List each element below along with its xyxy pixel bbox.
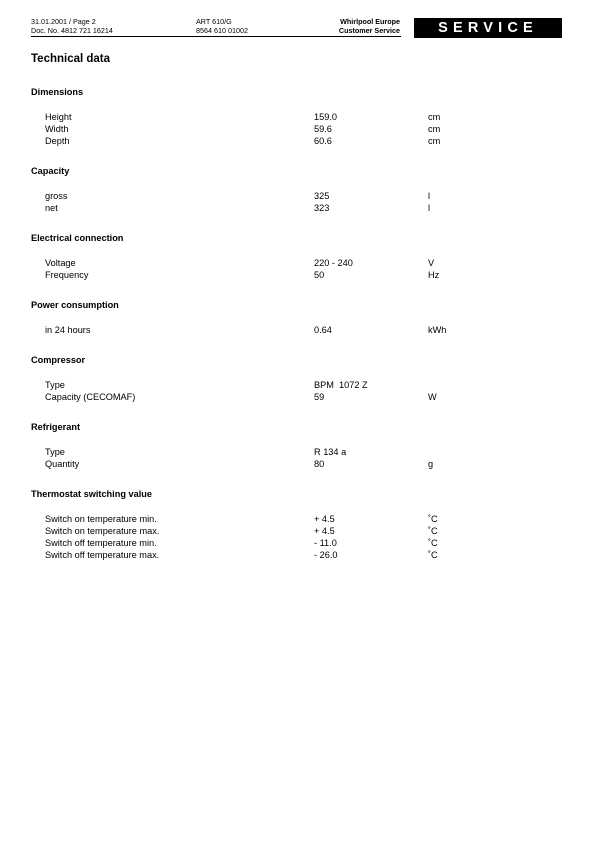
spec-row — [0, 513, 595, 525]
section-title-refrigerant: Refrigerant — [31, 422, 81, 432]
section-title-power: Power consumption — [31, 300, 119, 310]
header-company-info — [320, 17, 400, 35]
spec-row — [0, 324, 595, 336]
spec-row — [0, 379, 595, 391]
header-divider — [31, 36, 401, 37]
spec-value: 60.6 — [314, 136, 332, 146]
spec-label: Type — [45, 447, 65, 457]
section-title-capacity: Capacity — [31, 166, 70, 176]
spec-unit: l — [428, 191, 431, 201]
spec-value: 220 - 240 — [314, 258, 353, 268]
spec-row — [0, 549, 595, 561]
section-title-thermostat: Thermostat switching value — [31, 489, 152, 499]
spec-value: 59 — [314, 392, 325, 402]
spec-label: Height — [45, 112, 72, 122]
spec-row — [0, 269, 595, 281]
page-title: Technical data — [31, 53, 111, 65]
spec-value: + 4.5 — [314, 526, 335, 536]
spec-row — [0, 391, 595, 403]
header-department: Customer Service — [338, 26, 400, 35]
spec-label: Quantity — [45, 459, 80, 469]
spec-unit: ˚C — [428, 526, 438, 536]
spec-unit: kWh — [428, 325, 447, 335]
spec-value: - 26.0 — [314, 550, 338, 560]
header-model: ART 610/G — [196, 17, 232, 26]
spec-row — [0, 190, 595, 202]
spec-unit: cm — [428, 124, 441, 134]
section-title-electrical: Electrical connection — [31, 233, 124, 243]
service-badge: SERVICE — [414, 18, 562, 38]
header-date-page: 31.01.2001 / Page 2 — [31, 17, 96, 26]
spec-value: - 11.0 — [314, 538, 337, 548]
header-model-info — [196, 17, 248, 35]
spec-value: 80 — [314, 459, 325, 469]
spec-label: net — [45, 203, 58, 213]
spec-row — [0, 458, 595, 470]
spec-unit: cm — [428, 136, 441, 146]
spec-unit: W — [428, 392, 437, 402]
spec-row — [0, 111, 595, 123]
spec-value: 159.0 — [314, 112, 337, 122]
spec-unit: ˚C — [428, 514, 438, 524]
spec-value: 0.64 — [314, 325, 332, 335]
spec-value: 59.6 — [314, 124, 332, 134]
spec-unit: ˚C — [428, 550, 438, 560]
header-doc-info — [31, 17, 113, 35]
header-model-code: 8564 610 01002 — [196, 26, 248, 35]
spec-label: Switch on temperature min. — [45, 514, 157, 524]
spec-unit: V — [428, 258, 435, 268]
spec-unit: l — [428, 203, 431, 213]
spec-value: 50 — [314, 270, 325, 280]
spec-value: BPM 1072 Z — [314, 380, 368, 390]
header-doc-number: Doc. No. 4812 721 16214 — [31, 26, 113, 35]
spec-row — [0, 135, 595, 147]
spec-unit: g — [428, 459, 434, 469]
spec-value: R 134 a — [314, 447, 347, 457]
spec-row — [0, 446, 595, 458]
spec-label: Voltage — [45, 258, 76, 268]
section-title-dimensions: Dimensions — [31, 87, 84, 97]
header-company: Whirlpool Europe — [340, 17, 400, 26]
spec-label: Type — [45, 380, 65, 390]
spec-label: Frequency — [45, 270, 89, 280]
spec-label: in 24 hours — [45, 325, 91, 335]
spec-unit: ˚C — [428, 538, 438, 548]
spec-label: Depth — [45, 136, 70, 146]
spec-label: Switch off temperature min. — [45, 538, 157, 548]
spec-label: Width — [45, 124, 69, 134]
spec-unit: cm — [428, 112, 441, 122]
spec-row — [0, 525, 595, 537]
spec-row — [0, 257, 595, 269]
spec-value: 323 — [314, 203, 330, 213]
spec-row — [0, 123, 595, 135]
spec-row — [0, 537, 595, 549]
spec-value: + 4.5 — [314, 514, 335, 524]
spec-label: Capacity (CECOMAF) — [45, 392, 136, 402]
spec-value: 325 — [314, 191, 330, 201]
section-title-compressor: Compressor — [31, 355, 86, 365]
spec-label: gross — [45, 191, 68, 201]
spec-label: Switch off temperature max. — [45, 550, 160, 560]
spec-unit: Hz — [428, 270, 440, 280]
spec-row — [0, 202, 595, 214]
spec-label: Switch on temperature max. — [45, 526, 160, 536]
